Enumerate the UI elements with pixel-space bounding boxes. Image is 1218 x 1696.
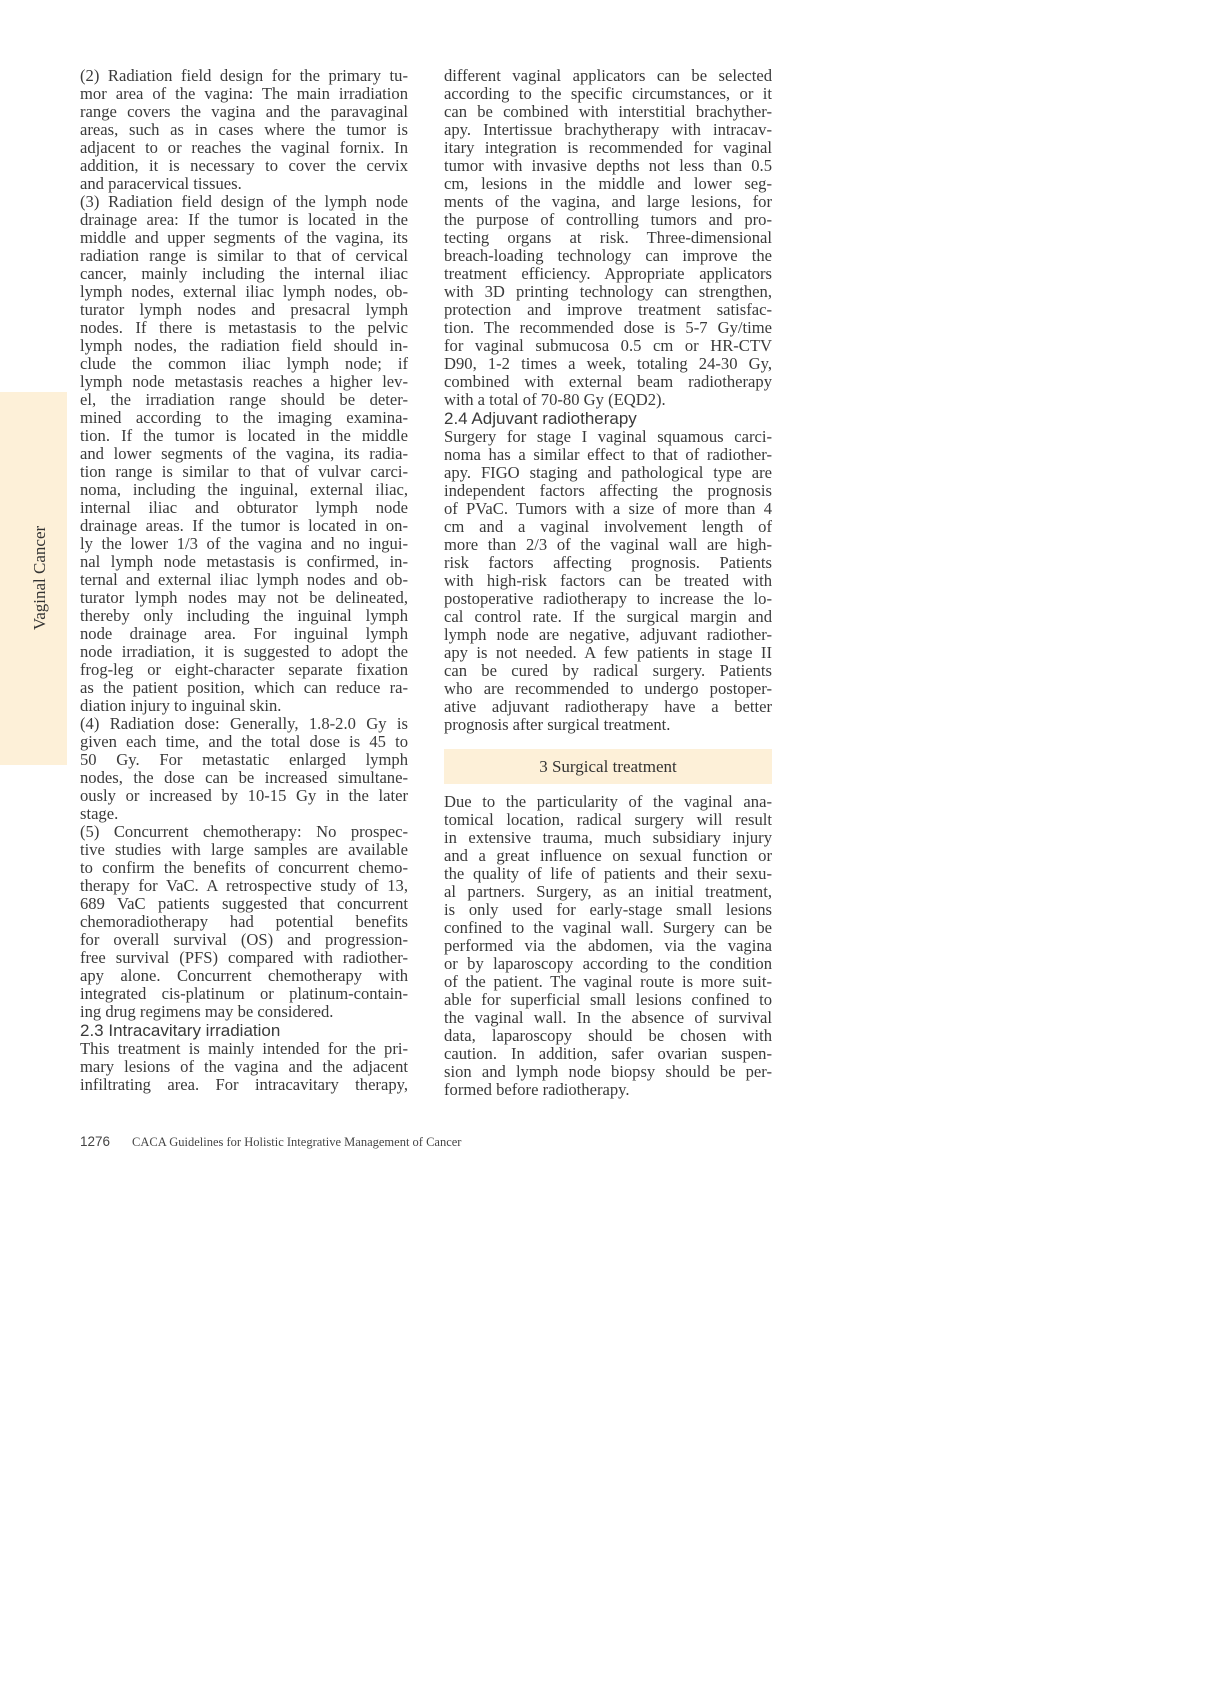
text-line: sion and lymph node biopsy should be per- [444, 1062, 772, 1081]
text-line: lymph node metastasis reaches a higher lev- [80, 372, 408, 391]
text-line: according to the specific circumstances, or it [444, 84, 772, 103]
text-line: D90, 1-2 times a week, totaling 24-30 Gy, [444, 354, 772, 373]
section-heading: 3 Surgical treatment [444, 749, 772, 784]
page-number: 1276 [80, 1134, 111, 1149]
text-line: different vaginal applicators can be selected [444, 66, 772, 85]
text-line: therapy for VaC. A retrospective study of 13, [80, 876, 408, 895]
text-line: tion. If the tumor is located in the middle [80, 426, 408, 445]
text-line: mary lesions of the vagina and the adjacent [80, 1057, 408, 1076]
text-line: chemoradiotherapy had potential benefits [80, 912, 408, 931]
text-line: internal iliac and obturator lymph node [80, 498, 408, 517]
text-line: drainage areas. If the tumor is located in on- [80, 516, 408, 535]
text-line: ments of the vagina, and large lesions, for [444, 192, 772, 211]
text-line: tive studies with large samples are available [80, 840, 408, 859]
text-line: itary integration is recommended for vaginal [444, 138, 772, 157]
text-line: integrated cis-platinum or platinum-contain- [80, 984, 408, 1003]
text-line: given each time, and the total dose is 45 to [80, 732, 408, 751]
page-footer [80, 1133, 461, 1151]
text-line: turator lymph nodes may not be delineated, [80, 588, 408, 607]
text-line: cal control rate. If the surgical margin and [444, 607, 772, 626]
text-line: (3) Radiation field design of the lymph node [80, 192, 408, 211]
text-line: as the patient position, which can reduce ra- [80, 678, 408, 697]
text-line: or by laparoscopy according to the condition [444, 954, 772, 973]
text-line: 50 Gy. For metastatic enlarged lymph [80, 750, 408, 769]
subsection-heading: 2.4 Adjuvant radiotherapy [444, 409, 637, 428]
text-line: middle and upper segments of the vagina, its [80, 228, 408, 247]
text-line: diation injury to inguinal skin. [80, 696, 282, 715]
text-line: ly the lower 1/3 of the vagina and no ingui- [80, 534, 408, 553]
paragraph [80, 67, 408, 193]
text-line: able for superficial small lesions confined to [444, 990, 772, 1009]
text-line: postoperative radiotherapy to increase the lo- [444, 589, 772, 608]
text-line: apy. Intertissue brachytherapy with intracav- [444, 120, 772, 139]
paragraph [80, 1040, 408, 1094]
text-line: node drainage area. For inguinal lymph [80, 624, 408, 643]
text-line: clude the common iliac lymph node; if [80, 354, 408, 373]
text-line: (5) Concurrent chemotherapy: No prospec- [80, 822, 408, 841]
text-line: combined with external beam radiotherapy [444, 372, 772, 391]
text-line: in extensive trauma, much subsidiary injury [444, 828, 772, 847]
text-line: el, the irradiation range should be deter- [80, 390, 408, 409]
paragraph [80, 193, 408, 715]
paragraph [80, 823, 408, 1021]
subsection-heading: 2.3 Intracavitary irradiation [80, 1021, 281, 1040]
text-line: and paracervical tissues. [80, 174, 242, 193]
text-line: ously or increased by 10-15 Gy in the later [80, 786, 408, 805]
text-line: free survival (PFS) compared with radiother- [80, 948, 408, 967]
text-line: (4) Radiation dose: Generally, 1.8-2.0 Gy is [80, 714, 408, 733]
text-line: This treatment is mainly intended for the pri- [80, 1039, 408, 1058]
left-column [80, 67, 408, 1094]
text-line: tion range is similar to that of vulvar carci- [80, 462, 408, 481]
text-line: protection and improve treatment satisfac- [444, 300, 772, 319]
text-line: caution. In addition, safer ovarian suspen- [444, 1044, 772, 1063]
paragraph [444, 67, 772, 409]
text-line: infiltrating area. For intracavitary therapy, [80, 1075, 408, 1094]
text-line: al partners. Surgery, as an initial treatment, [444, 882, 772, 901]
text-line: tomical location, radical surgery will result [444, 810, 772, 829]
text-line: tion. The recommended dose is 5-7 Gy/time [444, 318, 772, 337]
text-line: to confirm the benefits of concurrent chemo- [80, 858, 408, 877]
text-line: frog-leg or eight-character separate fixation [80, 660, 408, 679]
text-line: apy is not needed. A few patients in stage II [444, 643, 772, 662]
text-line: mor area of the vagina: The main irradiation [80, 84, 408, 103]
text-line: areas, such as in cases where the tumor is [80, 120, 408, 139]
text-line: ternal and external iliac lymph nodes and ob- [80, 570, 408, 589]
text-line: data, laparoscopy should be chosen with [444, 1026, 772, 1045]
text-line: with high-risk factors can be treated with [444, 571, 772, 590]
text-line: 689 VaC patients suggested that concurrent [80, 894, 408, 913]
text-line: tecting organs at risk. Three-dimensional [444, 228, 772, 247]
text-line: treatment efficiency. Appropriate applicators [444, 264, 772, 283]
text-line: confined to the vaginal wall. Surgery can be [444, 918, 772, 937]
paragraph [444, 428, 772, 734]
text-line: Surgery for stage I vaginal squamous carci- [444, 427, 772, 446]
text-line: apy alone. Concurrent chemotherapy with [80, 966, 408, 985]
text-line: with a total of 70-80 Gy (EQD2). [444, 390, 666, 409]
paragraph [444, 793, 772, 1099]
text-line: performed via the abdomen, via the vagina [444, 936, 772, 955]
text-line: the purpose of controlling tumors and pro- [444, 210, 772, 229]
text-line: radiation range is similar to that of cervical [80, 246, 408, 265]
text-line: more than 2/3 of the vaginal wall are high- [444, 535, 772, 554]
text-line: noma, including the inguinal, external iliac, [80, 480, 408, 499]
text-line: stage. [80, 804, 119, 823]
text-line: can be cured by radical surgery. Patients [444, 661, 772, 680]
text-line: range covers the vagina and the paravaginal [80, 102, 408, 121]
text-line: addition, it is necessary to cover the cervix [80, 156, 408, 175]
text-line: node irradiation, it is suggested to adopt the [80, 642, 408, 661]
text-line: adjacent to or reaches the vaginal fornix. In [80, 138, 408, 157]
text-line: noma has a similar effect to that of radiother- [444, 445, 772, 464]
text-line: can be combined with interstitial brachyther- [444, 102, 772, 121]
text-line: risk factors affecting prognosis. Patients [444, 553, 772, 572]
side-tab-label: Vaginal Cancer [30, 525, 49, 631]
text-line: lymph nodes, the radiation field should in- [80, 336, 408, 355]
text-line: cm, lesions in the middle and lower seg- [444, 174, 772, 193]
right-column [444, 67, 772, 1099]
text-line: cm and a vaginal involvement length of [444, 517, 772, 536]
text-line: apy. FIGO staging and pathological type are [444, 463, 772, 482]
text-line: with 3D printing technology can strengthen, [444, 282, 772, 301]
text-line: tumor with invasive depths not less than 0.5 [444, 156, 772, 175]
text-line: of PVaC. Tumors with a size of more than 4 [444, 499, 772, 518]
text-line: of the patient. The vaginal route is more suit- [444, 972, 772, 991]
text-line: nodes. If there is metastasis to the pelvic [80, 318, 408, 337]
text-line: for overall survival (OS) and progression- [80, 930, 408, 949]
text-line: and lower segments of the vagina, its radia- [80, 444, 408, 463]
text-line: Due to the particularity of the vaginal ana- [444, 792, 772, 811]
text-line: lymph node are negative, adjuvant radiother- [444, 625, 772, 644]
text-line: the vaginal wall. In the absence of survival [444, 1008, 772, 1027]
text-line: for vaginal submucosa 0.5 cm or HR-CTV [444, 336, 772, 355]
text-line: (2) Radiation field design for the primary tu- [80, 66, 408, 85]
text-line: prognosis after surgical treatment. [444, 715, 671, 734]
text-line: is only used for early-stage small lesions [444, 900, 772, 919]
text-line: independent factors affecting the prognosis [444, 481, 772, 500]
text-line: the quality of life of patients and their sexu- [444, 864, 772, 883]
text-line: nal lymph node metastasis is confirmed, in- [80, 552, 408, 571]
text-line: who are recommended to undergo postoper- [444, 679, 772, 698]
text-line: ing drug regimens may be considered. [80, 1002, 334, 1021]
text-line: mined according to the imaging examina- [80, 408, 408, 427]
text-line: and a great influence on sexual function or [444, 846, 772, 865]
text-line: thereby only including the inguinal lymph [80, 606, 408, 625]
publication-title: CACA Guidelines for Holistic Integrative Management of Cancer [132, 1135, 462, 1149]
text-line: lymph nodes, external iliac lymph nodes, ob- [80, 282, 408, 301]
text-line: ative adjuvant radiotherapy have a better [444, 697, 772, 716]
text-line: cancer, mainly including the internal iliac [80, 264, 408, 283]
text-line: formed before radiotherapy. [444, 1080, 630, 1099]
text-line: breach-loading technology can improve the [444, 246, 772, 265]
text-line: nodes, the dose can be increased simultane- [80, 768, 408, 787]
text-line: turator lymph nodes and presacral lymph [80, 300, 408, 319]
text-line: drainage area: If the tumor is located in the [80, 210, 408, 229]
paragraph [80, 715, 408, 823]
